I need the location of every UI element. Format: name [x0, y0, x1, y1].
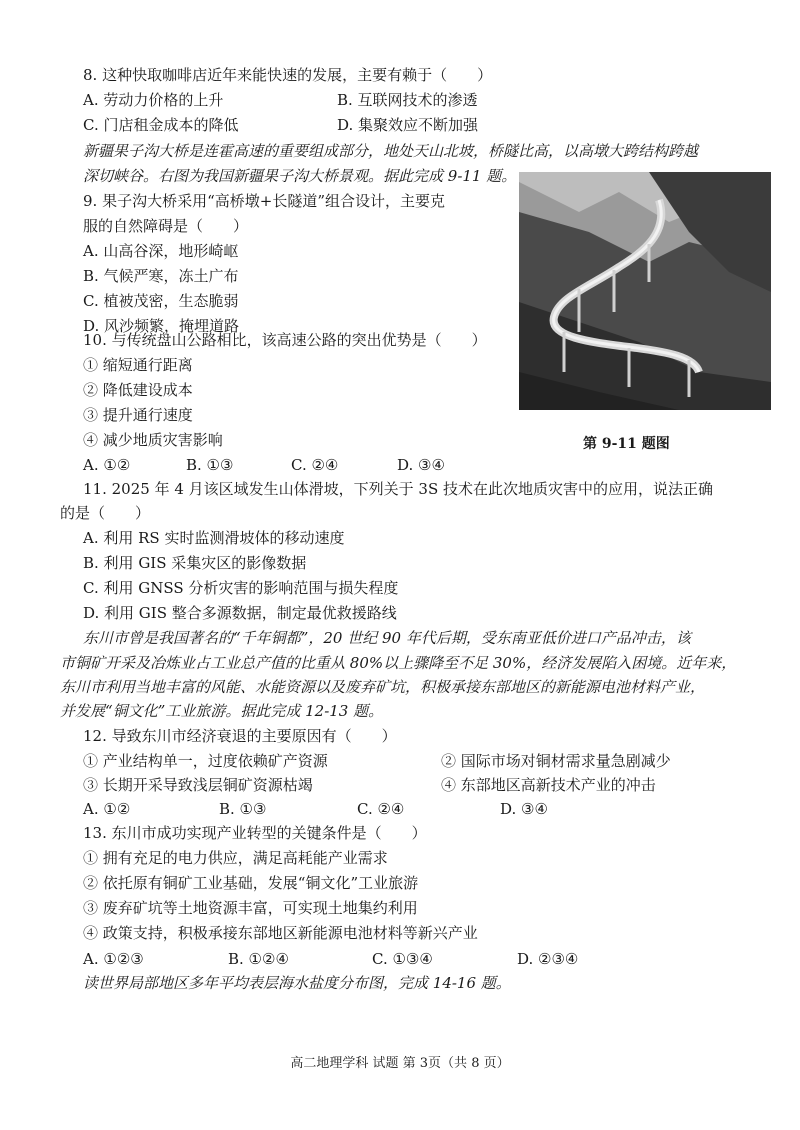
intro-12-13-line-3: 东川市利用当地丰富的风能、水能资源以及废弃矿坑，积极承接东部地区的新能源电池材料产业， — [60, 678, 706, 696]
q12-option-b: B. ①③ — [219, 800, 267, 818]
q12-option-d: D. ③④ — [500, 800, 548, 818]
q13-option-c: C. ①③④ — [372, 950, 433, 968]
q10-item-1: ① 缩短通行距离 — [83, 356, 193, 374]
q13-option-a: A. ①②③ — [83, 950, 144, 968]
q10-option-c: C. ②④ — [291, 456, 339, 474]
q13-option-b: B. ①②④ — [228, 950, 289, 968]
bridge-photo — [519, 172, 771, 410]
q9-stem-line-2: 服的自然障碍是（ ） — [83, 217, 249, 235]
intro-12-13-line-2: 市铜矿开采及冶炼业占工业总产值的比重从 80%以上骤降至不足 30%，经济发展陷入困境。近年来， — [60, 654, 737, 672]
q10-option-b: B. ①③ — [186, 456, 234, 474]
q12-option-a: A. ①② — [83, 800, 131, 818]
q13-item-3: ③ 废弃矿坑等土地资源丰富，可实现土地集约利用 — [83, 899, 418, 917]
q9-option-a: A. 山高谷深，地形崎岖 — [83, 242, 239, 260]
q10-item-2: ② 降低建设成本 — [83, 381, 193, 399]
q13-stem: 13. 东川市成功实现产业转型的关键条件是（ ） — [83, 824, 427, 842]
q11-stem-line-2: 的是（ ） — [60, 504, 151, 522]
q11-stem-line-1: 11. 2025 年 4 月该区域发生山体滑坡，下列关于 3S 技术在此次地质灾害中的应用，说法正确 — [83, 480, 714, 498]
q12-item-4: ④ 东部地区高新技术产业的冲击 — [441, 776, 656, 794]
q10-item-4: ④ 减少地质灾害影响 — [83, 431, 223, 449]
q8-option-a: A. 劳动力价格的上升 — [83, 91, 224, 109]
q12-item-1: ① 产业结构单一，过度依赖矿产资源 — [83, 752, 328, 770]
q13-item-4: ④ 政策支持，积极承接东部地区新能源电池材料等新兴产业 — [83, 924, 478, 942]
q8-option-c: C. 门店租金成本的降低 — [83, 116, 239, 134]
page-footer: 高二地理学科 试题 第 3页（共 8 页） — [290, 1056, 510, 1071]
q11-option-b: B. 利用 GIS 采集灾区的影像数据 — [83, 554, 307, 572]
intro-9-11-line-1: 新疆果子沟大桥是连霍高速的重要组成部分，地处天山北坡，桥隧比高，以高墩大跨结构跨越 — [83, 142, 699, 160]
intro-12-13-line-1: 东川市曾是我国著名的“千年铜都”，20 世纪 90 年代后期，受东南亚低价进口产品冲击，该 — [83, 629, 691, 647]
q9-option-b: B. 气候严寒，冻土广布 — [83, 267, 239, 285]
q10-option-a: A. ①② — [83, 456, 131, 474]
q11-option-c: C. 利用 GNSS 分析灾害的影响范围与损失程度 — [83, 579, 399, 597]
q12-item-3: ③ 长期开采导致浅层铜矿资源枯竭 — [83, 776, 313, 794]
q9-option-c: C. 植被茂密，生态脆弱 — [83, 292, 239, 310]
q12-stem: 12. 导致东川市经济衰退的主要原因有（ ） — [83, 727, 397, 745]
q8-option-d: D. 集聚效应不断加强 — [337, 116, 479, 134]
intro-12-13-line-4: 并发展“铜文化”工业旅游。据此完成 12-13 题。 — [60, 702, 384, 720]
q10-item-3: ③ 提升通行速度 — [83, 406, 193, 424]
q9-stem-line-1: 9. 果子沟大桥采用“高桥墩+长隧道”组合设计，主要克 — [83, 192, 445, 210]
q12-option-c: C. ②④ — [357, 800, 405, 818]
q8-option-b: B. 互联网技术的渗透 — [337, 91, 478, 109]
q11-option-d: D. 利用 GIS 整合多源数据，制定最优救援路线 — [83, 604, 397, 622]
q13-item-1: ① 拥有充足的电力供应，满足高耗能产业需求 — [83, 849, 388, 867]
q10-stem: 10. 与传统盘山公路相比，该高速公路的突出优势是（ ） — [83, 331, 487, 349]
q13-item-2: ② 依托原有铜矿工业基础，发展“铜文化”工业旅游 — [83, 874, 419, 892]
q8-stem: 8. 这种快取咖啡店近年来能快速的发展，主要有赖于（ ） — [83, 66, 493, 84]
intro-9-11-line-2: 深切峡谷。右图为我国新疆果子沟大桥景观。据此完成 9-11 题。 — [83, 167, 517, 185]
figure-caption: 第 9-11 题图 — [583, 436, 670, 452]
q12-item-2: ② 国际市场对铜材需求量急剧减少 — [441, 752, 671, 770]
q13-option-d: D. ②③④ — [517, 950, 579, 968]
q10-option-d: D. ③④ — [397, 456, 445, 474]
intro-14-16: 读世界局部地区多年平均表层海水盐度分布图，完成 14-16 题。 — [83, 974, 511, 992]
q9-option-d: D. 风沙频繁，掩埋道路 — [83, 317, 240, 335]
q11-option-a: A. 利用 RS 实时监测滑坡体的移动速度 — [83, 529, 345, 547]
